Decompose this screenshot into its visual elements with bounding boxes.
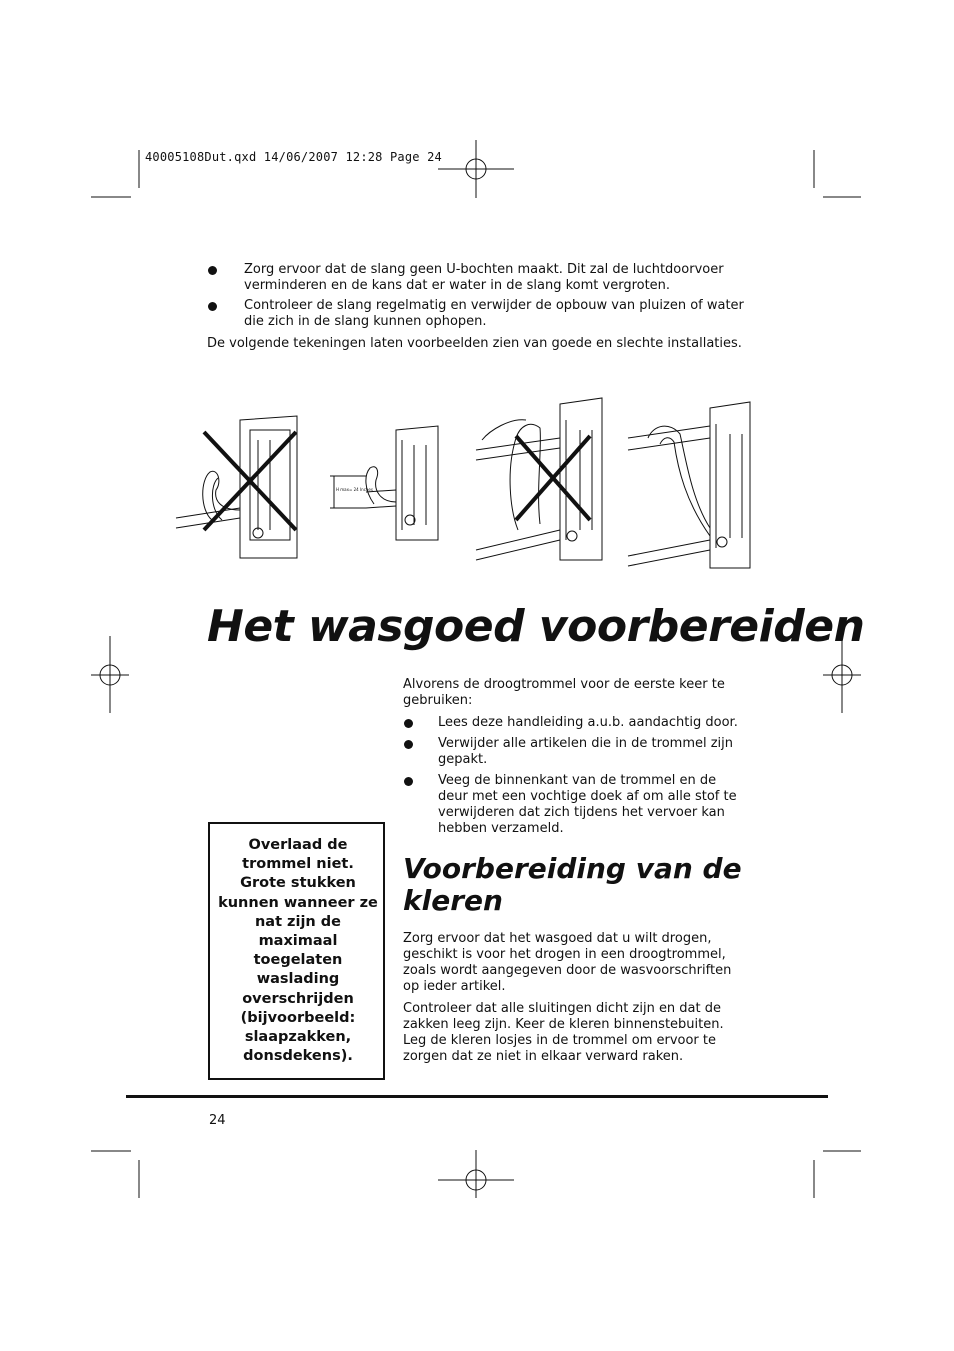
- list-item: Verwijder alle artikelen die in de trommel zijn gepakt.: [403, 736, 748, 768]
- prep-section: [403, 677, 748, 842]
- height-label: H max= 24 Inches: [336, 487, 373, 492]
- illustration-bad-2: [476, 398, 602, 560]
- registration-mark-icon: [438, 1150, 514, 1198]
- footer-rule: [126, 1095, 828, 1098]
- bullet-icon: [208, 266, 217, 275]
- clothes-section: [403, 931, 748, 1071]
- page-number: 24: [209, 1113, 226, 1128]
- section-subtitle: Voorbereiding van de kleren: [403, 852, 742, 917]
- top-bullet-list: [207, 262, 747, 334]
- figure-intro: De volgende tekeningen laten voorbeelden zien van goede en slechte installaties.: [207, 336, 742, 351]
- list-item: Veeg de binnenkant van de trommel en de deur met een vochtige doek af om alle stof te verwijderen dat zich tijdens het vervoer kan hebben verzameld.: [403, 773, 748, 837]
- illustration-bad-3: [628, 402, 750, 568]
- illustration-good: [330, 426, 438, 540]
- bullet-icon: [208, 302, 217, 311]
- bullet-icon: [404, 740, 413, 749]
- warning-text: Overlaad de trommel niet. Grote stukken kunnen wanneer ze nat zijn de maximaal toegelaten waslading overschrijden (bijvoorbeeld: slaapzakken, donsdekens).: [218, 837, 378, 1065]
- list-item: Zorg ervoor dat de slang geen U-bochten maakt. Dit zal de luchtdoorvoer verminderen en de kans dat er water in de slang komt vergroten.: [207, 262, 747, 294]
- illustration-bad-1: [176, 416, 297, 558]
- registration-mark-icon: [91, 636, 129, 713]
- paragraph: Controleer dat alle sluitingen dicht zijn en dat de zakken leeg zijn. Keer de kleren binnenstebuiten. Leg de kleren losjes in de trommel om ervoor te zorgen dat ze niet in elkaar verward raken.: [403, 1001, 724, 1064]
- installation-illustrations: [170, 390, 770, 575]
- list-item: Controleer de slang regelmatig en verwijder de opbouw van pluizen of water die zich in de slang kunnen ophopen.: [207, 298, 747, 330]
- list-item: Lees deze handleiding a.u.b. aandachtig door.: [403, 715, 748, 731]
- registration-mark-icon: [438, 140, 514, 198]
- bullet-icon: [404, 777, 413, 786]
- page-title: Het wasgoed voorbereiden: [207, 601, 865, 652]
- file-slug: 40005108Dut.qxd 14/06/2007 12:28 Page 24: [145, 150, 442, 164]
- bullet-icon: [404, 719, 413, 728]
- paragraph: Zorg ervoor dat het wasgoed dat u wilt drogen, geschikt is voor het drogen in een droogtrommel, zoals wordt aangegeven door de wasvoorschriften op ieder artikel.: [403, 931, 732, 994]
- prep-intro: Alvorens de droogtrommel voor de eerste keer te gebruiken:: [403, 677, 725, 708]
